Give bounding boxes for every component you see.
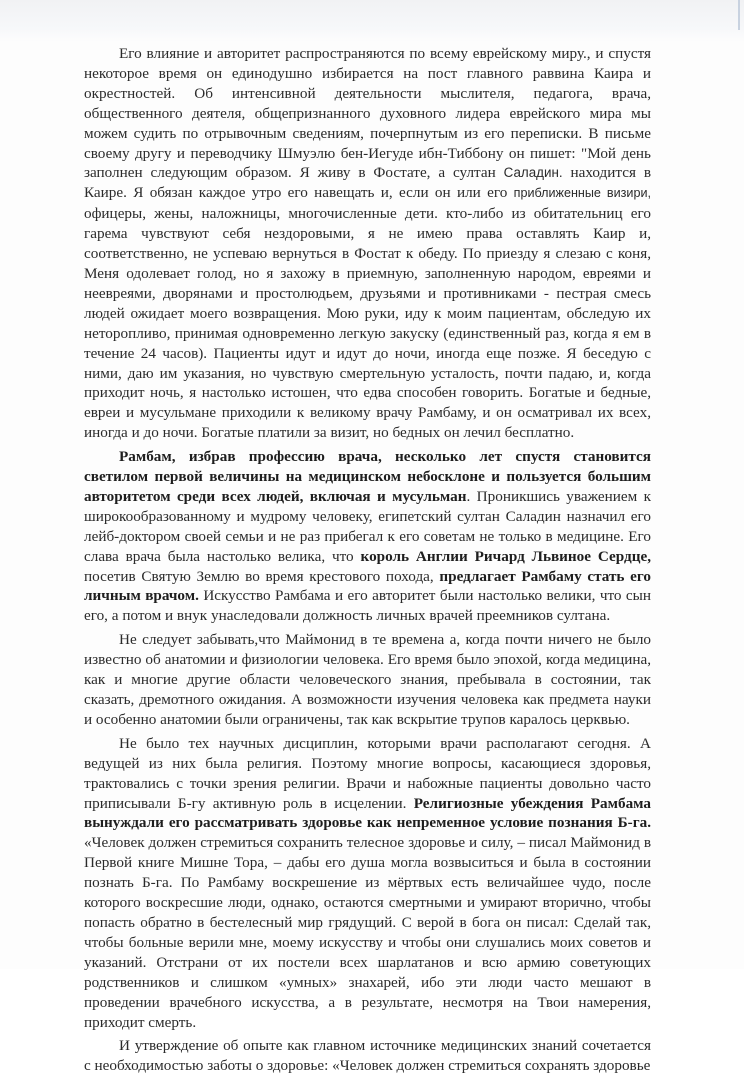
- text-segment: Не следует забывать,что Маймонид в те времена а, когда почти ничего не было известно об анатомии и физиологии человека. Его время было эпохой, когда медицина, как и многие другие области человеческого знания, пребывала в состоянии, так сказать, дремотного ожидания. А возможности изучения человека как предмета науки и особенно анатомии были ограничены, так как вскрытие трупов каралось церквью.: [84, 631, 651, 728]
- paragraph-anatomy: [84, 630, 651, 730]
- text-segment: . Проникшись уважением к широкообразованному и мудрому человеку, египетский султан Саладин назначил его лейб-доктором своей семьи и не раз прибегал к его советам не только в медицине. Его слава врача была настолько велика, что: [84, 487, 651, 565]
- text-segment: «Человек должен стремиться сохранить телесное здоровье и силу, – писал Маймонид в Первой книге Мишне Тора, – дабы его душа могла возвыситься и была в состоянии познать Б-га. По Рамбаму воскрешение из мёртвых есть величайшее чудо, после которого воскресшие люди, однако, остаются смертными и умирают вторично, чтобы попасть обратно в бестелесный мир грядущий. С верой в бога он писал: Сделай так, чтобы больные верили мне, моему искусству и чтобы они слушались моих советов и указаний. Отстрани от их постели всех шарлатанов и всю армию советующих родственников и слишком «умных» знахарей, ибо эти люди часто мешают в проведении врачебного искусства, а в результате, несмотря на Твои намерения, приходит смерть.: [84, 834, 651, 1031]
- text-segment: посетив Святую Землю во время крестового похода,: [84, 567, 440, 585]
- text-segment: Не было тех научных дисциплин, которыми врачи располагают сегодня. А ведущей из них была религия. Поэтому многие вопросы, касающиеся здоровья, трактовались с точки зрения религии. Врачи и набожные пациенты довольно часто приписывали Б-гу активную роль в исцелении.: [84, 734, 651, 812]
- scan-top-bleed: [0, 0, 744, 42]
- text-segment: офицеры, жены, наложницы, многочисленные дети. кто-либо из обитательниц его гарема чувствуют себя нездоровыми, я не имею права оставлять Каир и, соответственно, не успеваю вернуться в Фостат к обеду. По приезду я слезаю с коня, Меня одолевает голод, но я захожу в приемную, заполненную народом, евреями и неевреями, дворянами и простолюдьем, друзьями и противниками - пестрая смесь людей ожидает моего возвращения. Мою руки, иду к моим пациентам, обследую их неторопливо, принимая одновременно легкую закуску (единственный раз, когда я ем в течение 24 часов). Пациенты идут и идут до ночи, иногда еще позже. Я беседую с ними, даю им указания, но чувствую смертельную усталость, почти падаю, и, когда приходит ночь, я настолько истошен, что едва способен говорить. Богатые и бедные, евреи и мусульмане приходили к великому врачу Рамбаму, и он осматривал их всех, иногда и до ночи. Богатые платили за визит, но бедных он лечил бесплатно.: [84, 205, 651, 442]
- document-page: [84, 44, 651, 1080]
- text-segment-viziers: приближенные визири,: [513, 186, 651, 201]
- scan-edge-mark: [738, 0, 740, 30]
- paragraph-influence: [84, 44, 651, 443]
- text-segment: находится в Каире. Я обязан каждое утро его навещать и, если он или его: [84, 164, 652, 202]
- bold-segment: Рамбам, избрав профессию врача, несколько лет спустя становится светилом первой величины на медицинском небосклоне и пользуется большим авторитетом среди всех людей, включая и мусульман: [84, 448, 651, 505]
- paragraph-physician: [84, 447, 651, 626]
- text-segment: Искусство Рамбама и его авторитет были настолько велики, что сын его, а потом и внук унаследовали должность личных врачей преемников султана.: [84, 587, 651, 625]
- paragraph-religion: [84, 734, 651, 1033]
- paragraph-experience: [84, 1036, 651, 1076]
- bold-segment: король Англии Ричард Львиное Сердце,: [360, 547, 651, 565]
- bold-segment: Религиозные убеждения Рамбама вынуждали его рассматривать здоровье как непременное условие познания Б-га.: [84, 794, 652, 832]
- bold-segment: предлагает Рамбаму стать его личным врачом.: [84, 567, 651, 605]
- text-segment-saladin: Саладин.: [503, 165, 563, 181]
- text-segment: Его влияние и авторитет распространяются по всему еврейскому миру., и спустя некоторое время он единодушно избирается на пост главного раввина Каира и окрестностей. Об интенсивной деятельности мыслителя, педагога, врача, общественного деятеля, общепризнанного духовного лидера еврейского мира мы можем судить по отрывочным сведениям, почерпнутым из его переписки. В письме своему другу и переводчику Шмуэлю бен-Иегуде ибн-Тиббону он пишет: "Мой день заполнен следующим образом. Я живу в Фостате, а султан: [84, 45, 651, 182]
- text-segment: И утверждение об опыте как главном источнике медицинских знаний сочетается с необходимостью заботы о здоровье: «Человек должен стремиться сохранять здоровье: [84, 1037, 651, 1075]
